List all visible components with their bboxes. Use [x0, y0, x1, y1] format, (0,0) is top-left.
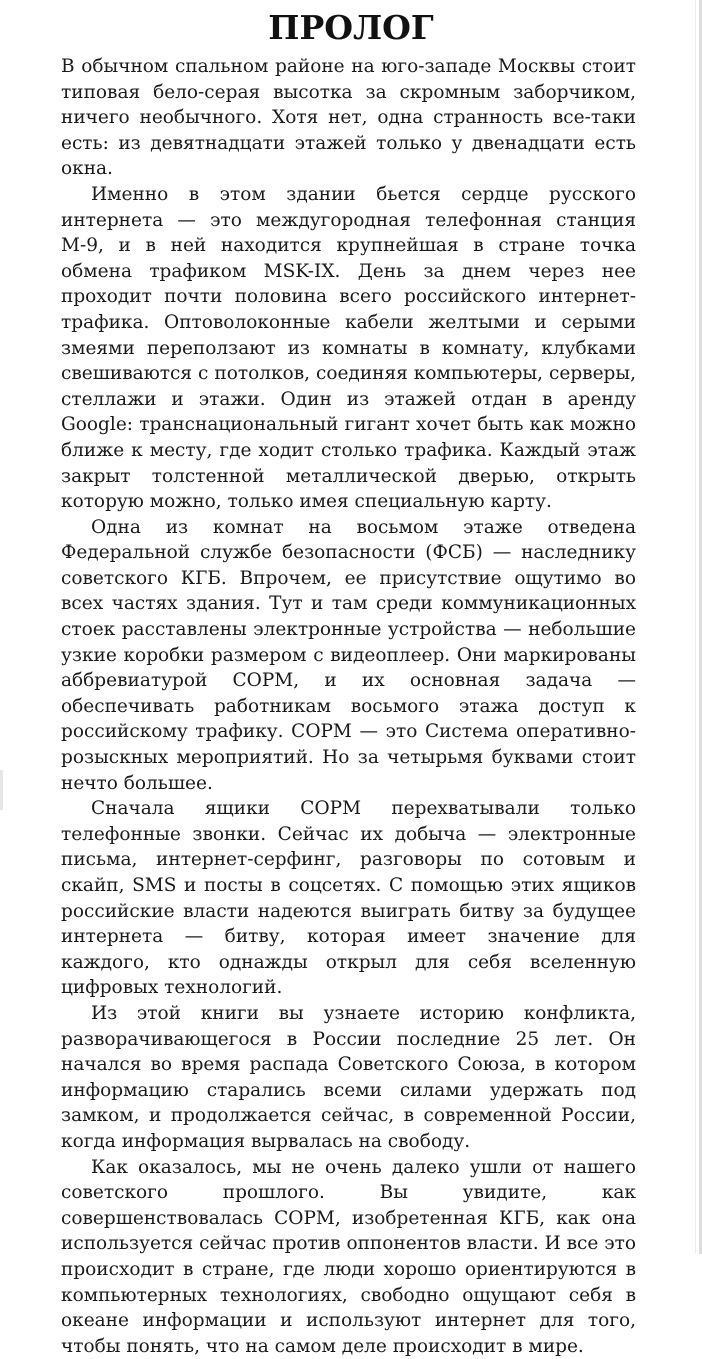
paragraph-3: Одна из комнат на восьмом этаже отведена Федеральной службе безопасности (ФСБ) — наследнику советского КГБ. Впрочем, ее присутствие ощутимо во всех частях здания. Тут и там среди коммуникационных стоек расставлены электронные устройства — небольшие узкие коробки размером с видеоплеер. Они маркированы аббревиатурой СОРМ, и их основная задача — обеспечивать работникам восьмого этажа доступ к российскому трафику. СОРМ — это Система оперативно-розыскных мероприятий. Но за четырьмя буквами стоит нечто большее.	[61, 516, 636, 794]
page-border-inner	[695, 0, 696, 1254]
page-edge-mark	[0, 770, 3, 810]
chapter-title: ПРОЛОГ	[268, 8, 434, 47]
paragraph-4: Сначала ящики СОРМ перехватывали только телефонные звонки. Сейчас их добыча — электронные письма, интернет-серфинг, разговоры по сотовым и скайп, SMS и посты в соцсетях. С помощью этих ящиков российские власти надеются выиграть битву за будущее интернета — битву, которая имеет значение для каждого, кто однажды открыл для себя вселенную цифровых технологий.	[61, 798, 636, 999]
paragraph-2: Именно в этом здании бьется сердце русского интернета — это междугородная телефонная станция М-9, и в ней находится крупнейшая в стране точка обмена трафиком MSK-IX. День за днем через нее проходит почти половина всего российского интернет-трафика. Оптоволоконные кабели желтыми и серыми змеями переползают из комнаты в комнату, клубками свешиваются с потолков, соединяя компьютеры, серверы, стеллажи и этажи. Один из этажей отдан в аренду Google: транснациональный гигант хочет быть как можно ближе к месту, где ходит столько трафика. Каждый этаж закрыт толстенной металлической дверью, открыть которую можно, только имея специальную карту.	[61, 183, 636, 513]
paragraph-6: Как оказалось, мы не очень далеко ушли от нашего советского прошлого. Вы увидите, как совершенствовалась СОРМ, изобретенная КГБ, как она используется сейчас против оппонентов власти. И все это происходит в стране, где люди хорошо ориентируются в компьютерных технологиях, свободно ощущают себя в океане информации и используют интернет для того, чтобы понять, что на самом деле происходит в мире.	[61, 1156, 636, 1357]
chapter-body	[61, 54, 636, 1359]
paragraph-5: Из этой книги вы узнаете историю конфликта, разворачивающегося в России последние 25 лет. Он начался во время распада Советского Союза, в котором информацию старались всеми силами удержать под замком, и продолжается сейчас, в современной России, когда информация вырвалась на свободу.	[61, 1002, 636, 1152]
paragraph-1: В обычном спальном районе на юго-западе Москвы стоит типовая бело-серая высотка за скромным заборчиком, ничего необычного. Хотя нет, одна странность все-таки есть: из девятнадцати этажей только у двенадцати есть окна.	[61, 56, 636, 180]
